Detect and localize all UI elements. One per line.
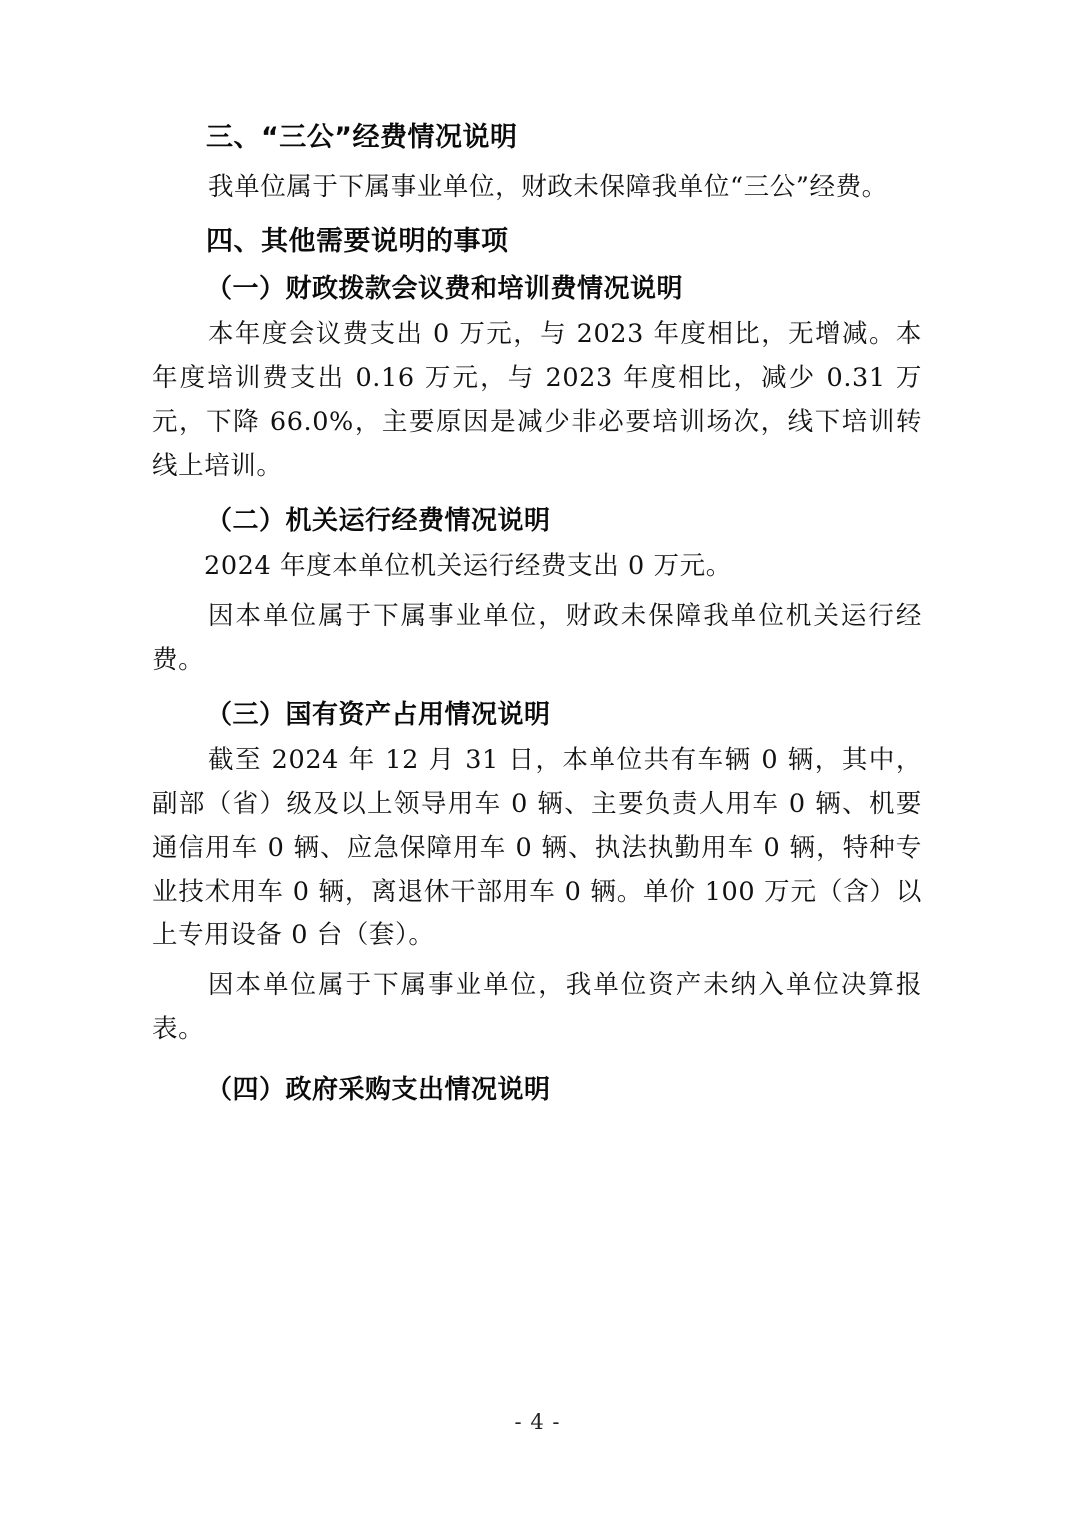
subsection-three-paragraph-2: 因本单位属于下属事业单位，我单位资产未纳入单位决算报表。: [152, 970, 922, 1045]
subsection-heading-three: （三）国有资产占用情况说明: [206, 699, 551, 730]
subsection-heading-two: （二）机关运行经费情况说明: [206, 505, 551, 536]
subsection-heading-one: （一）财政拨款会议费和培训费情况说明: [206, 273, 684, 304]
spacer: [152, 216, 922, 224]
spacer: [152, 495, 922, 503]
section-heading-four: 四、其他需要说明的事项: [206, 226, 509, 258]
subsection-one-paragraph-1: 本年度会议费支出 0 万元，与 2023 年度相比，无增减。本年度培训费支出 0.16 万元，与 2023 年度相比，减少 0.31 万元，下降 66.0%，主要原因是减少非必要培训场次，线下培训转线上培训。: [152, 319, 922, 481]
spacer: [152, 1058, 922, 1072]
section-three-paragraph-1: 我单位属于下属事业单位，财政未保障我单位“三公”经费。: [208, 172, 888, 203]
subsection-two-paragraph-2: 因本单位属于下属事业单位，财政未保障我单位机关运行经费。: [152, 600, 922, 675]
spacer: [152, 689, 922, 697]
subsection-two-paragraph-1: 2024 年度本单位机关运行经费支出 0 万元。: [204, 550, 732, 581]
section-heading-three: 三、“三公”经费情况说明: [206, 122, 518, 153]
document-body: [152, 120, 922, 1114]
page-number: - 4 -: [514, 1410, 561, 1434]
subsection-three-paragraph-1: 截至 2024 年 12 月 31 日，本单位共有车辆 0 辆，其中，副部（省）级及以上领导用车 0 辆、主要负责人用车 0 辆、机要通信用车 0 辆、应急保障用车 0 辆、执法执勤用车 0 辆，特种专业技术用车 0 辆，离退休干部用车 0 辆。单价 100 万元（含）以上专用设备 0 台（套）。: [152, 744, 922, 951]
subsection-heading-four: （四）政府采购支出情况说明: [206, 1074, 551, 1105]
